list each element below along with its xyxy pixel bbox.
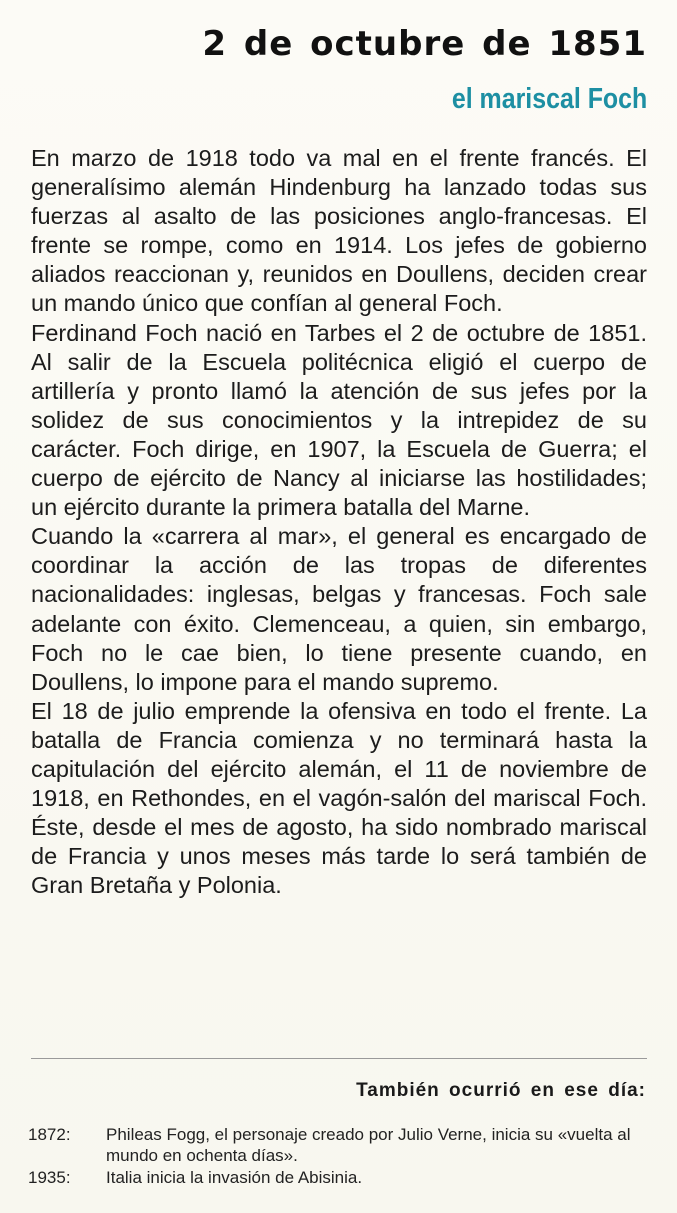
also-heading: También ocurrió en ese día: xyxy=(356,1080,646,1101)
event-year: 1935: xyxy=(28,1168,71,1187)
events-list xyxy=(28,1124,648,1189)
article-paragraph: El 18 de julio emprende la ofensiva en todo el frente. La batalla de Francia comienza y no terminará hasta la capitulación del ejército alemán, el 11 de noviembre de 1918, en Rethondes, en el vagón-salón del mariscal Foch. Éste, desde el mes de agosto, ha sido nombrado mariscal de Francia y unos meses más tarde lo será también de Gran Bretaña y Polonia. xyxy=(31,697,647,899)
article-body xyxy=(31,144,647,900)
event-text: Italia inicia la invasión de Abisinia. xyxy=(106,1168,363,1187)
event-text: Phileas Fogg, el personaje creado por Julio Verne, inicia su «vuelta al mundo en ochenta días». xyxy=(106,1125,631,1165)
event-item xyxy=(28,1167,648,1188)
article-paragraph: Cuando la «carrera al mar», el general es encargado de coordinar la acción de las tropas de diferentes nacionalidades: inglesas, belgas y francesas. Foch sale adelante con éxito. Clemenceau, a quien, sin embargo, Foch no le cae bien, lo tiene presente cuando, en Doullens, lo impone para el mando supremo. xyxy=(31,523,647,695)
article-paragraph: Ferdinand Foch nació en Tarbes el 2 de octubre de 1851. Al salir de la Escuela politécnica eligió el cuerpo de artillería y pronto llamó la atención de sus jefes por la solidez de sus conocimientos y la intrepidez de su carácter. Foch dirige, en 1907, la Escuela de Guerra; el cuerpo de ejército de Nancy al iniciarse las hostilidades; un ejército durante la primera batalla del Marne. xyxy=(31,319,647,521)
event-item xyxy=(28,1124,648,1166)
section-divider xyxy=(31,1058,647,1059)
event-year: 1872: xyxy=(28,1125,71,1144)
page-title: 2 de octubre de 1851 xyxy=(202,24,647,64)
page-subtitle: el mariscal Foch xyxy=(451,83,647,115)
article-paragraph: En marzo de 1918 todo va mal en el frente francés. El generalísimo alemán Hindenburg ha lanzado todas sus fuerzas al asalto de las posiciones anglo-francesas. El frente se rompe, como en 1914. Los jefes de gobierno aliados reaccionan y, reunidos en Doullens, deciden crear un mando único que confían al general Foch. xyxy=(31,145,647,317)
